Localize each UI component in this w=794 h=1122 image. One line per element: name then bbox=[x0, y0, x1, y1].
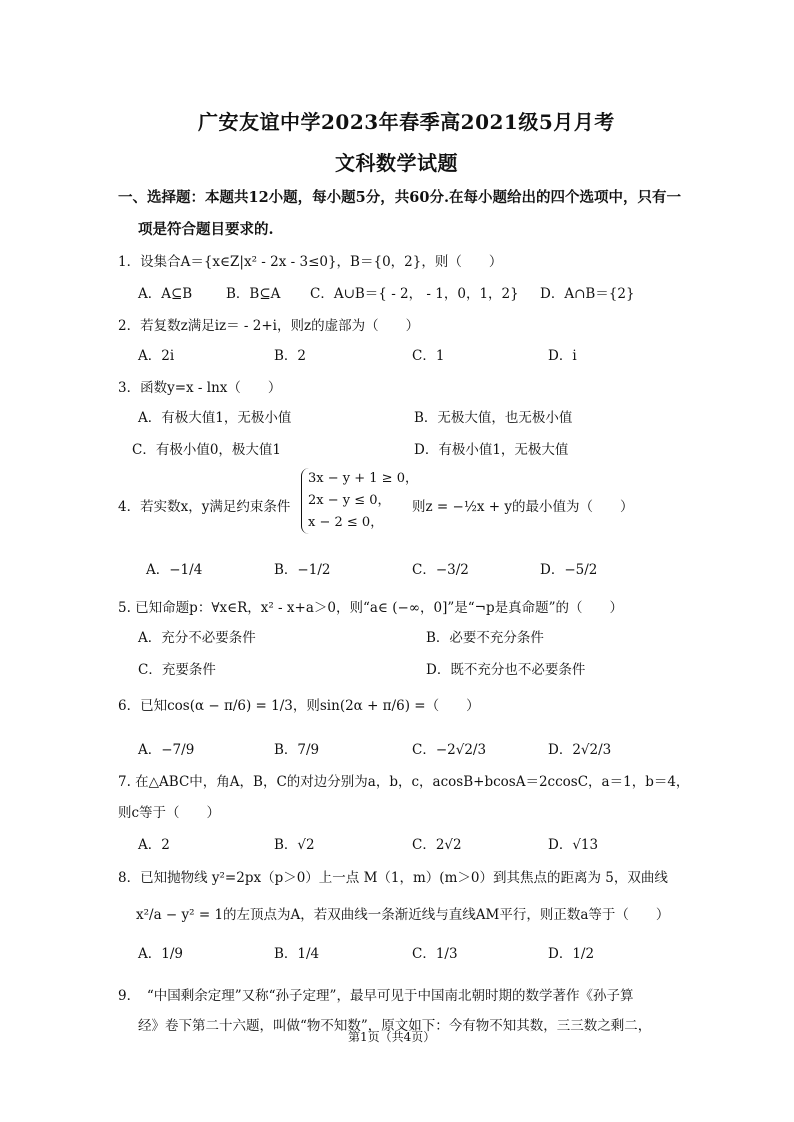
question-4-option-d: D．−5/2 bbox=[540, 562, 598, 578]
question-4-constraint-system bbox=[301, 468, 418, 534]
question-2-option-a: A．2i bbox=[138, 348, 175, 364]
question-7-option-b: B．√2 bbox=[274, 837, 315, 853]
question-1-option-a: A．A⊆B bbox=[138, 286, 193, 302]
question-4-option-b: B．−1/2 bbox=[274, 562, 331, 578]
question-6-stem: 6．已知cos(α − π/6) = 1/3，则sin(2α + π/6) =（ ） bbox=[118, 698, 480, 714]
question-3-option-a: A．有极大值1，无极小值 bbox=[138, 410, 292, 426]
question-2-option-c: C．1 bbox=[412, 348, 445, 364]
question-8-option-c: C．1/3 bbox=[412, 946, 458, 962]
question-6-option-a: A．−7/9 bbox=[138, 742, 195, 758]
question-6-option-c: C．−2√2/3 bbox=[412, 742, 487, 758]
question-7-option-d: D．√13 bbox=[548, 837, 599, 853]
constraint-2: 2x − y ≤ 0， bbox=[308, 493, 391, 508]
question-1-stem: 1．设集合A＝{x∈Z|x² - 2x - 3≤0}，B＝{0，2}，则（ ） bbox=[118, 254, 503, 270]
question-3-option-b: B．无极大值，也无极小值 bbox=[414, 410, 573, 426]
question-1-option-d: D．A∩B＝{2} bbox=[540, 286, 635, 302]
question-8-option-d: D．1/2 bbox=[548, 946, 595, 962]
question-7-option-a: A．2 bbox=[138, 837, 170, 853]
question-8-stem-line1: 8．已知抛物线 y²=2px（p＞0）上一点 M（1，m）(m＞0）到其焦点的距离为 5，双曲线 bbox=[118, 870, 668, 886]
question-6-option-d: D．2√2/3 bbox=[548, 742, 612, 758]
question-8-option-b: B．1/4 bbox=[274, 946, 320, 962]
exam-title: 广安友谊中学2023年春季高2021级5月月考 bbox=[198, 110, 615, 134]
question-5-option-c: C．充要条件 bbox=[138, 662, 216, 678]
constraint-3: x − 2 ≤ 0， bbox=[308, 515, 384, 530]
question-4-option-a: A．−1/4 bbox=[146, 562, 203, 578]
question-4-option-c: C．−3/2 bbox=[412, 562, 469, 578]
question-3-stem: 3．函数y=x - lnx（ ） bbox=[118, 380, 282, 396]
question-6-option-b: B．7/9 bbox=[274, 742, 320, 758]
constraint-1: 3x − y + 1 ≥ 0， bbox=[308, 471, 418, 486]
question-1-option-c: C．A∪B＝{ - 2， - 1，0，1，2} bbox=[310, 286, 519, 302]
question-5-option-d: D．既不充分也不必要条件 bbox=[426, 662, 586, 678]
question-7-option-c: C．2√2 bbox=[412, 837, 462, 853]
question-8-option-a: A．1/9 bbox=[138, 946, 183, 962]
page-footer: 第1页（共4页） bbox=[348, 1030, 436, 1044]
question-8-stem-line2: x²/a − y² = 1的左顶点为A，若双曲线一条渐近线与直线AM平行，则正数a等于（ ） bbox=[136, 907, 670, 923]
question-2-stem: 2．若复数z满足iz＝ - 2+i，则z的虚部为（ ） bbox=[118, 318, 420, 334]
question-5-option-b: B．必要不充分条件 bbox=[426, 630, 544, 646]
question-5-option-a: A．充分不必要条件 bbox=[138, 630, 256, 646]
exam-subtitle: 文科数学试题 bbox=[335, 151, 458, 175]
question-7-stem-line1: 7. 在△ABC中，角A，B，C的对边分别为a，b，c，acosB+bcosA＝2ccosC，a＝1，b＝4， bbox=[118, 774, 690, 790]
question-9-stem-line1: 9． “中国剩余定理”又称“孙子定理”，最早可见于中国南北朝时期的数学著作《孙子算 bbox=[118, 988, 634, 1004]
question-2-option-d: D．i bbox=[548, 348, 577, 364]
question-1-option-b: B．B⊆A bbox=[226, 286, 281, 302]
question-4-stem-prefix: 4．若实数x，y满足约束条件 bbox=[118, 499, 291, 515]
section-instructions-line1: 一、选择题：本题共12小题，每小题5分，共60分.在每小题给出的四个选项中，只有一 bbox=[118, 189, 681, 206]
question-7-stem-line2: 则c等于（ ） bbox=[118, 805, 221, 821]
question-3-option-c: C．有极小值0，极大值1 bbox=[132, 442, 282, 458]
section-instructions-line2: 项是符合题目要求的. bbox=[138, 221, 274, 238]
question-3-option-d: D．有极小值1，无极大值 bbox=[414, 442, 569, 458]
question-4-stem-suffix: 则z = −½x + y的最小值为（ ） bbox=[412, 499, 634, 515]
question-5-stem: 5. 已知命题p：∀x∈R，x² - x+a＞0，则“a∈ (−∞，0]”是“¬p是真命题”的（ ） bbox=[118, 600, 624, 616]
question-2-option-b: B．2 bbox=[274, 348, 307, 364]
question-9-stem-line2: 经》卷下第二十六题，叫做“物不知数”，原文如下：今有物不知其数，三三数之剩二， bbox=[138, 1018, 652, 1034]
